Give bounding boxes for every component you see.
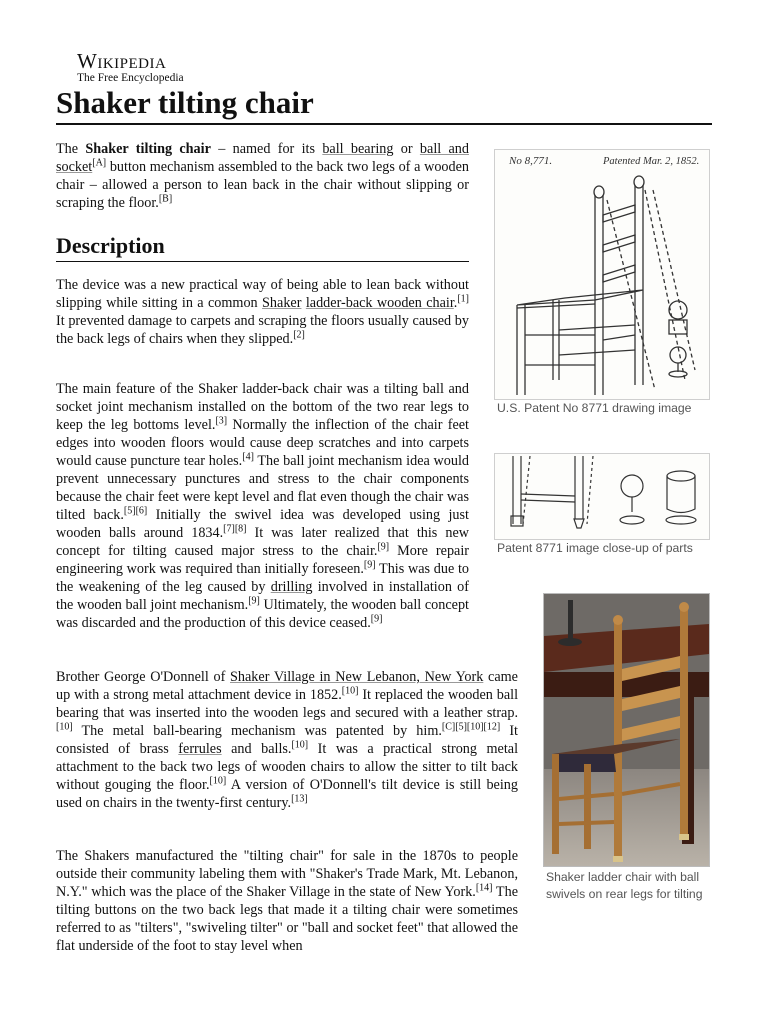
paragraph-text: Brother George O'Donnell of	[56, 669, 231, 685]
intro-bold-term: Shaker tilting chair	[85, 141, 211, 157]
figure-caption-shaker-chair: Shaker ladder chair with ball swivels on rear legs for tilting	[546, 870, 703, 901]
paragraph-text: and balls.	[221, 741, 292, 757]
intro-text: – named for its	[210, 141, 323, 157]
footnote-ref[interactable]: [10]	[341, 685, 359, 697]
paragraph-text: The tilting buttons on the two back legs that made it a tilting chair were sometimes referred to as "tilters", "swiveling tilter" or "ball and socket feet" that allowed the flat underside of the foot to stay level when	[56, 884, 518, 954]
footnote-ref[interactable]: [9]	[363, 559, 376, 571]
paragraph-text: The ball joint mechanism idea would prevent unnecessary punctures and stress to the chair components because the chair feet were kept level and flat even though the chair was tilted back.	[56, 453, 469, 523]
paragraph-text: involved in installation of the wooden ball joint mechanism.	[56, 579, 469, 613]
footnote-ref[interactable]: [9]	[370, 613, 383, 625]
logo-wordmark: Wikipedia	[77, 49, 167, 73]
patent-drawing-illustration	[495, 150, 709, 399]
title-divider	[56, 123, 712, 125]
description-paragraph-3	[56, 668, 518, 812]
patent-closeup-illustration	[495, 454, 709, 539]
intro-text: or	[393, 141, 420, 157]
intro-paragraph	[56, 140, 469, 212]
footnote-ref[interactable]: [14]	[475, 882, 493, 894]
paragraph-text: It consisted of brass	[56, 723, 518, 757]
link-drilling[interactable]: drilling	[270, 579, 313, 595]
patent-number-label: No 8,771.	[509, 155, 553, 167]
paragraph-text: The metal ball-bearing mechanism was patented by him.	[72, 723, 442, 739]
section-heading-description: Description	[56, 233, 165, 258]
paragraph-text: The device was a new practical way of being able to lean back without slipping while sitting in a common	[56, 277, 469, 311]
link-shaker-village[interactable]: Shaker Village in New Lebanon, New York	[230, 669, 484, 685]
footnote-ref[interactable]: [5]	[123, 505, 136, 517]
shaker-chair-illustration	[544, 594, 709, 866]
wikipedia-logo[interactable]	[77, 50, 184, 85]
footnote-ref[interactable]: [3]	[215, 415, 228, 427]
link-ball-bearing[interactable]: ball bearing	[322, 141, 394, 157]
footnote-ref[interactable]: [10]	[291, 739, 309, 751]
footnote-ref[interactable]: [9]	[377, 541, 390, 553]
footnote-ref[interactable]: [A]	[92, 157, 107, 169]
footnote-ref[interactable]: [9]	[248, 595, 260, 607]
footnote-ref[interactable]: [1]	[457, 293, 469, 305]
paragraph-text: It was a practical strong metal attachment to the back two legs of wooden chairs to allow the sitter to tilt back without gouging the floor.	[56, 741, 519, 793]
intro-text: button mechanism assembled to the back two legs of a wooden chair – allowed a person to lean back in the chair without slipping or scraping the floor.	[56, 159, 469, 211]
paragraph-text: This was due to the weakening of the leg caused by	[56, 561, 469, 595]
link-ball-and-socket[interactable]: ball and socket	[56, 141, 469, 175]
description-paragraph-4	[56, 847, 518, 955]
footnote-ref[interactable]: [8]	[234, 523, 247, 535]
paragraph-text: Initially the swivel idea was developed using just wooden balls around 1834.	[56, 507, 469, 541]
paragraph-text: The main feature of the Shaker ladder-back chair was a tilting ball and socket joint mechanism installed on the bottom of the two rear legs to keep the leg bottoms level.	[56, 381, 469, 433]
description-paragraph-1	[56, 276, 469, 348]
footnote-ref[interactable]: [2]	[293, 329, 305, 341]
patent-closeup-image[interactable]	[494, 453, 710, 540]
paragraph-text: It prevented damage to carpets and scraping the floors usually caused by the back legs of chairs when they slipped.	[56, 313, 469, 347]
figure-caption-patent-closeup: Patent 8771 image close-up of parts	[497, 541, 693, 555]
footnote-ref[interactable]: [C][5][10][12]	[441, 721, 501, 733]
paragraph-text: More repair engineering work was required than initially foreseen.	[56, 543, 469, 577]
footnote-ref[interactable]: [7]	[223, 523, 235, 535]
page-title: Shaker tilting chair	[56, 85, 314, 120]
paragraph-text: It was later realized that this new concept for tilting caused major stress to the chair.	[56, 525, 469, 559]
footnote-ref[interactable]: [4]	[242, 451, 254, 463]
logo-tagline: The Free Encyclopedia	[77, 72, 184, 84]
section-divider	[56, 261, 469, 262]
link-ladder-back-chair[interactable]: ladder-back wooden chair	[305, 295, 454, 311]
footnote-ref[interactable]: [10]	[209, 775, 227, 787]
paragraph-text: came up with a strong metal attachment device in 1852.	[56, 669, 518, 703]
patent-drawing-image[interactable]	[494, 149, 710, 400]
paragraph-text: .	[453, 295, 458, 311]
paragraph-text: Normally the inflection of the chair feet edges into wooden floors would cause deep scratches and into carpets would cause puncture tear holes.	[56, 417, 469, 469]
paragraph-text: Ultimately, the wooden ball concept was discarded and the production of this device ceased.	[56, 597, 469, 631]
footnote-ref[interactable]: [6]	[135, 505, 148, 517]
paragraph-text: The Shakers manufactured the "tilting chair" for sale in the 1870s to people outside their community labeling them with "Shaker's Trade Mark, Mt. Lebanon, N.Y." which was the place of the Shaker Village in the state of New York.	[56, 848, 518, 900]
footnote-ref[interactable]: [10]	[56, 721, 73, 733]
description-paragraph-2	[56, 380, 469, 632]
patent-date-label: Patented Mar. 2, 1852.	[603, 156, 700, 167]
link-ferrules[interactable]: ferrules	[178, 741, 222, 757]
figure-caption-patent-drawing: U.S. Patent No 8771 drawing image	[497, 401, 692, 415]
footnote-ref[interactable]: [B]	[158, 193, 173, 205]
footnote-ref[interactable]: [13]	[291, 793, 308, 805]
link-shaker[interactable]: Shaker	[262, 295, 302, 311]
paragraph-text: It replaced the wooden ball bearing that was inserted into the wooden legs and secured with a leather strap.	[56, 687, 519, 721]
paragraph-text: A version of O'Donnell's tilt device is still being used on chairs in the twenty-first century.	[56, 777, 518, 811]
shaker-chair-photo[interactable]	[543, 593, 710, 867]
intro-text: The	[56, 141, 86, 157]
